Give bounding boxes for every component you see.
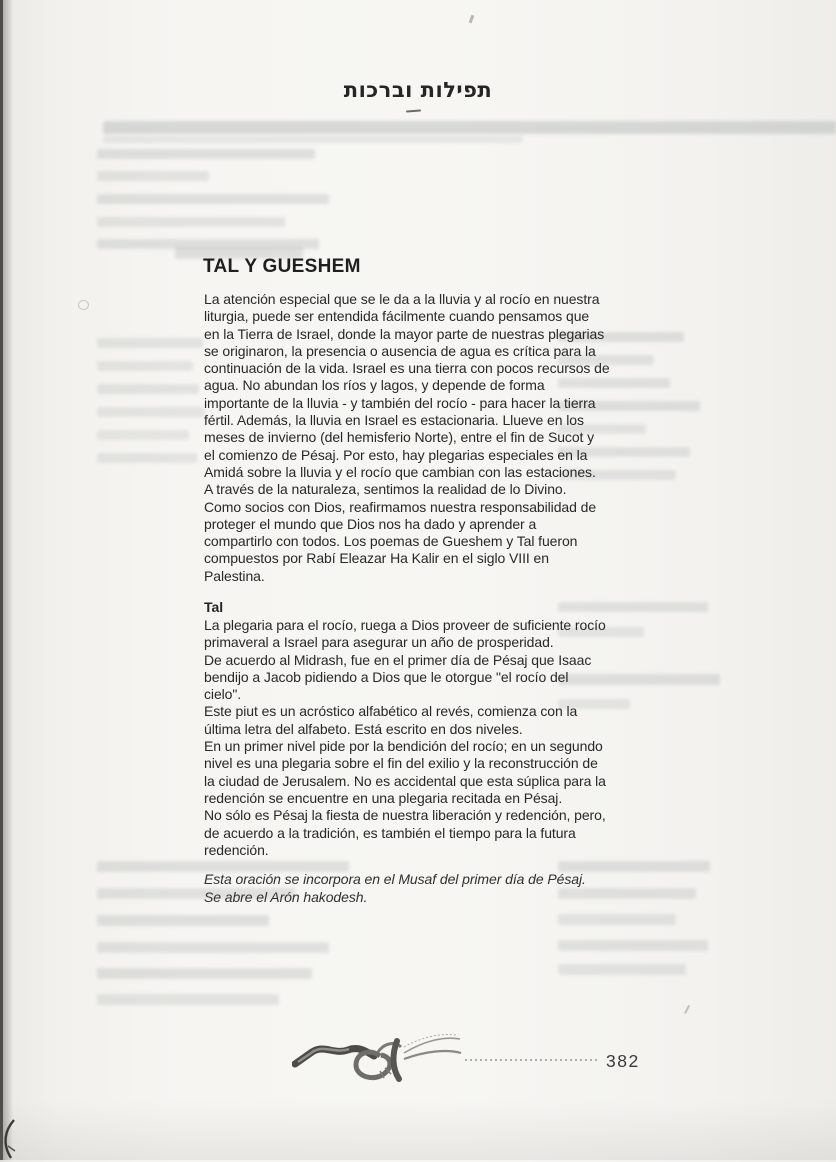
text-line: proteger el mundo que Dios nos ha dado y aprender a xyxy=(204,515,537,532)
scan-edge-shadow xyxy=(3,0,13,1160)
footer-dotted-line xyxy=(465,1059,597,1061)
text-line: La plegaria para el rocío, ruega a Dios proveer de suficiente rocío xyxy=(204,617,606,633)
bleedthrough-smudge xyxy=(97,407,205,417)
section-heading: Tal xyxy=(204,599,224,615)
scan-vignette xyxy=(0,1100,836,1160)
text-line: En un primer nivel pide por la bendición del rocío; en un segundo xyxy=(204,738,603,755)
text-line: fértil. Además, la lluvia en Israel es estacionaria. Llueve en los xyxy=(204,412,584,429)
bleedthrough-smudge xyxy=(558,940,708,951)
text-line: meses de invierno (del hemisferio Norte), entre el fin de Sucot y xyxy=(204,429,595,446)
bleedthrough-smudge xyxy=(558,602,708,612)
page-number: 382 xyxy=(606,1051,640,1071)
text-line: Como socios con Dios, reafirmamos nuestra responsabilidad de xyxy=(204,498,597,515)
bleedthrough-smudge xyxy=(97,384,199,394)
text-line: redención se encuentre en una plegaria recitada en Pésaj. xyxy=(204,789,563,806)
bleedthrough-smudge xyxy=(97,915,269,926)
bleedthrough-smudge xyxy=(97,171,209,181)
paper-blemish-ring xyxy=(78,300,89,310)
bleedthrough-smudge xyxy=(97,430,189,440)
text-line: No sólo es Pésaj la fiesta de nuestra liberación y redención, pero, xyxy=(204,807,606,824)
bleedthrough-smudge xyxy=(97,217,285,227)
hebrew-header: תפילות וברכות xyxy=(343,78,493,102)
text-line: liturgia, puede ser entendida fácilmente cuando pensamos que xyxy=(204,308,590,325)
ribbon-flourish-icon xyxy=(292,1028,467,1092)
text-line: el comienzo de Pésaj. Por esto, hay plegarias especiales en la xyxy=(204,446,588,463)
tal-paragraph xyxy=(204,617,606,859)
bleedthrough-smudge xyxy=(103,136,523,143)
text-line: la ciudad de Jerusalem. No es accidental que esta súplica para la xyxy=(204,772,606,789)
text-line: cielo". xyxy=(204,686,242,703)
text-line: Esta oración se incorpora en el Musaf del primer día de Pésaj. xyxy=(204,871,586,887)
paper-speck xyxy=(469,15,475,24)
rubric-note xyxy=(204,871,586,906)
intro-paragraph xyxy=(204,291,610,585)
text-line: nivel es una plegaria sobre el fin del exilio y la reconstrucción de xyxy=(204,755,598,772)
text-line: se originaron, la presencia o ausencia de agua es crítica para la xyxy=(204,342,596,359)
bleedthrough-smudge xyxy=(97,194,329,204)
bleedthrough-smudge xyxy=(558,964,686,975)
text-line: compuestos por Rabí Eleazar Ha Kalir en el siglo VIII en xyxy=(204,550,549,567)
bleedthrough-smudge xyxy=(97,149,315,159)
text-line: última letra del alfabeto. Está escrito en dos niveles. xyxy=(204,720,523,737)
text-line: en la Tierra de Israel, donde la mayor parte de nuestras plegarias xyxy=(204,325,605,342)
bleedthrough-smudge xyxy=(97,994,279,1005)
bleedthrough-smudge xyxy=(97,942,329,953)
page-curl-mark xyxy=(0,1118,22,1162)
bleedthrough-smudge xyxy=(97,453,197,463)
text-line: Este piut es un acróstico alfabético al revés, comienza con la xyxy=(204,703,578,720)
text-line: Amidá sobre la lluvia y el rocío que cambian con las estaciones. xyxy=(204,463,596,480)
bleedthrough-smudge xyxy=(97,968,312,979)
text-line: primaveral a Israel para asegurar un año de prosperidad. xyxy=(204,634,554,651)
text-line: importante de la lluvia - y también del rocío - para hacer la tierra xyxy=(204,394,596,411)
text-line: compartirlo con todos. Los poemas de Gueshem y Tal fueron xyxy=(204,533,578,550)
hebrew-underline-mark xyxy=(406,109,421,112)
text-line: agua. No abundan los ríos y lagos, y depende de forma xyxy=(204,377,545,394)
bleedthrough-smudge xyxy=(97,338,203,348)
text-line: Se abre el Arón hakodesh. xyxy=(204,888,368,905)
text-line: A través de la naturaleza, sentimos la realidad de lo Divino. xyxy=(204,481,567,498)
bleedthrough-smudge xyxy=(103,121,836,134)
paper-speck xyxy=(684,1005,690,1014)
text-line: continuación de la vida. Israel es una tierra con pocos recursos de xyxy=(204,360,610,377)
text-line: de acuerdo a la tradición, es también el tiempo para la futura xyxy=(204,824,576,841)
text-line: redención. xyxy=(204,841,269,858)
article-title: TAL Y GUESHEM xyxy=(203,256,361,277)
bleedthrough-smudge xyxy=(558,914,676,925)
text-line: bendijo a Jacob pidiendo a Dios que le otorgue "el rocío del xyxy=(204,668,569,685)
text-line: De acuerdo al Midrash, fue en el primer día de Pésaj que Isaac xyxy=(204,651,592,668)
bleedthrough-smudge xyxy=(97,361,193,371)
text-line: La atención especial que se le da a la lluvia y al rocío en nuestra xyxy=(204,291,600,307)
text-line: Palestina. xyxy=(204,567,265,584)
